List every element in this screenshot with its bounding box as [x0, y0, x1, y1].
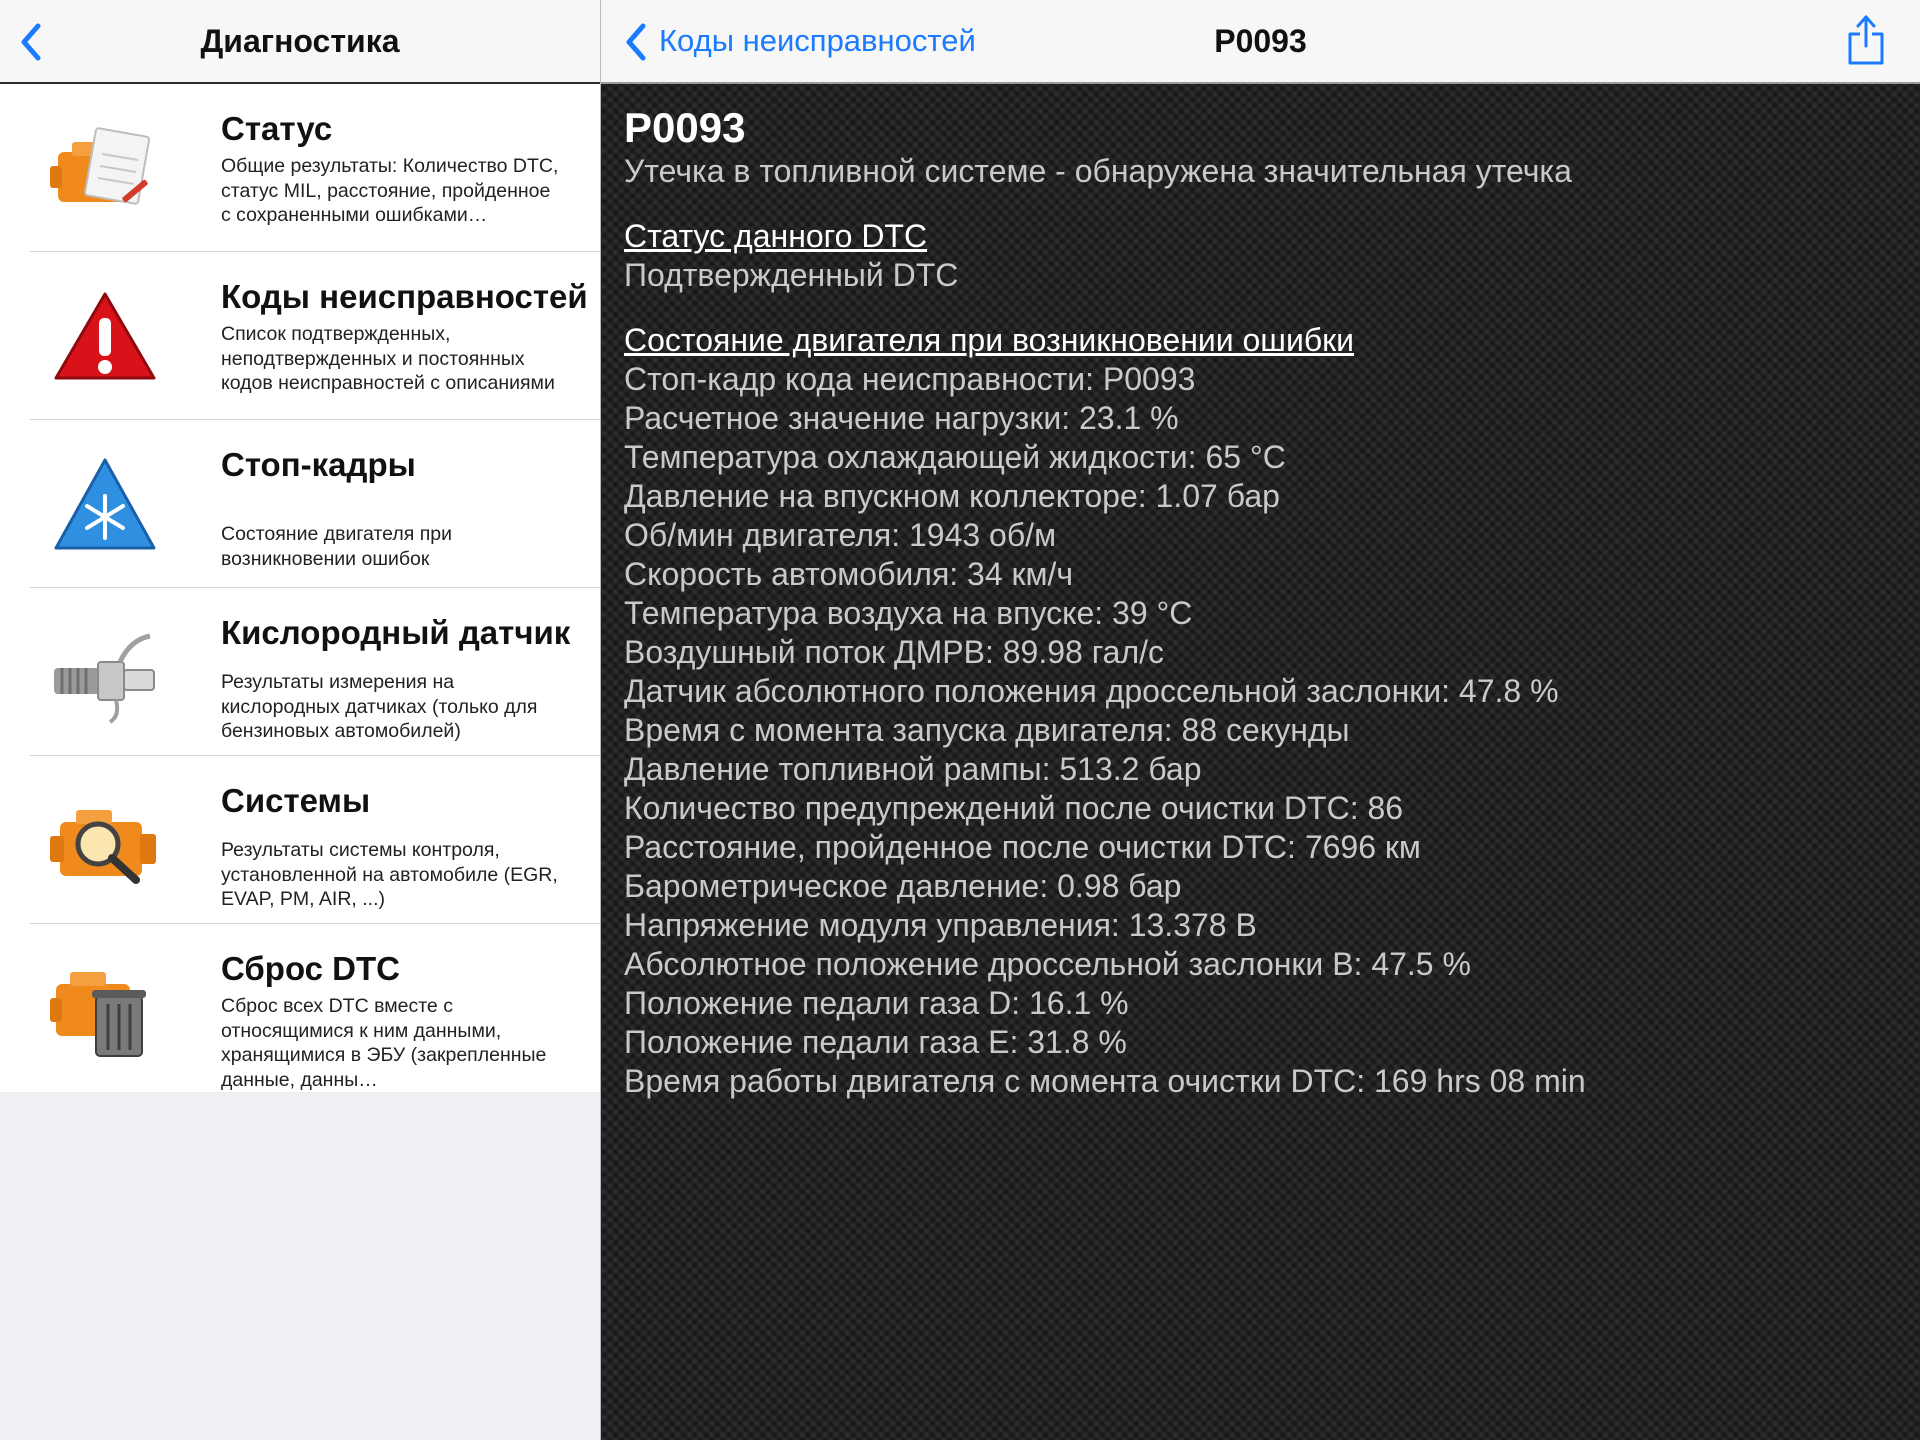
freeze-frame-line: Давление на впускном коллекторе: 1.07 бар	[624, 478, 1280, 514]
dtc-details	[624, 104, 1904, 1101]
freeze-frame-line: Температура воздуха на впуске: 39 °C	[624, 595, 1193, 631]
menu-item-status[interactable]	[0, 84, 600, 252]
menu-item-title: Коды неисправностей	[221, 278, 588, 315]
master-navbar	[0, 0, 600, 84]
menu-item-desc: Общие результаты: Количество DTC, статус MIL, расстояние, пройденное с сохраненными ошибками…	[221, 155, 559, 226]
menu-item-systems[interactable]	[0, 756, 600, 924]
freeze-frame-line: Скорость автомобиля: 34 км/ч	[624, 556, 1074, 592]
master-title: Диагностика	[200, 23, 400, 59]
detail-title: P0093	[1214, 23, 1307, 59]
freeze-frame-line: Барометрическое давление: 0.98 бар	[624, 868, 1182, 904]
oxygen-sensor-icon	[50, 618, 160, 728]
master-pane	[0, 0, 601, 1440]
detail-navbar	[601, 0, 1920, 84]
freeze-frame-line: Расстояние, пройденное после очистки DTC: 7696 км	[624, 829, 1421, 865]
dtc-description: Утечка в топливной системе - обнаружена значительная утечка	[624, 153, 1572, 189]
freeze-frame-line: Давление топливной рампы: 513.2 бар	[624, 751, 1202, 787]
menu-item-trouble-codes[interactable]	[0, 252, 600, 420]
freeze-frame-line: Положение педали газа E: 31.8 %	[624, 1024, 1127, 1060]
back-button[interactable]: Коды неисправностей	[659, 23, 976, 58]
engine-trash-icon	[50, 954, 160, 1064]
freeze-frame-line: Абсолютное положение дроссельной заслонки B: 47.5 %	[624, 946, 1471, 982]
dtc-code: P0093	[624, 104, 746, 151]
freeze-frame-heading: Состояние двигателя при возникновении ошибки	[624, 322, 1355, 358]
diagnostics-menu	[0, 84, 600, 1092]
menu-item-desc: Список подтвержденных, неподтвержденных и постоянных кодов неисправностей с описаниями	[221, 323, 555, 394]
menu-item-title: Кислородный датчик	[221, 614, 571, 651]
freeze-frame-list	[624, 360, 1904, 1101]
menu-item-freeze-frames[interactable]	[0, 420, 600, 588]
freeze-frame-line: Время работы двигателя с момента очистки DTC: 169 hrs 08 min	[624, 1063, 1586, 1099]
engine-magnifier-icon	[50, 786, 160, 896]
menu-item-title: Сброс DTC	[221, 950, 401, 987]
freeze-frame-line: Количество предупреждений после очистки DTC: 86	[624, 790, 1404, 826]
menu-item-desc: Состояние двигателя при возникновении ошибок	[221, 523, 453, 570]
menu-item-reset-dtc[interactable]	[0, 924, 600, 1092]
share-icon[interactable]	[1846, 14, 1886, 66]
menu-item-oxygen-sensor[interactable]	[0, 588, 600, 756]
snowflake-triangle-icon	[50, 450, 160, 560]
freeze-frame-line: Датчик абсолютного положения дроссельной заслонки: 47.8 %	[624, 673, 1559, 709]
menu-item-title: Системы	[221, 782, 371, 819]
menu-item-desc: Результаты измерения на кислородных датчиках (только для бензиновых автомобилей)	[221, 671, 538, 742]
freeze-frame-line: Об/мин двигателя: 1943 об/м	[624, 517, 1057, 553]
detail-pane	[601, 0, 1920, 1440]
menu-item-title: Стоп-кадры	[221, 446, 416, 483]
freeze-frame-line: Время с момента запуска двигателя: 88 секунды	[624, 712, 1350, 748]
freeze-frame-line: Температура охлаждающей жидкости: 65 °C	[624, 439, 1286, 475]
menu-item-desc: Сброс всех DTC вместе с относящимися к ним данными, хранящимися в ЭБУ (закрепленные данные, данны…	[221, 995, 547, 1091]
engine-report-icon	[50, 114, 160, 224]
status-value: Подтвержденный DTC	[624, 257, 959, 293]
freeze-frame-line: Расчетное значение нагрузки: 23.1 %	[624, 400, 1179, 436]
warning-triangle-icon	[50, 282, 160, 392]
freeze-frame-line: Напряжение модуля управления: 13.378 В	[624, 907, 1257, 943]
freeze-frame-line: Воздушный поток ДМРВ: 89.98 гал/с	[624, 634, 1165, 670]
menu-item-desc: Результаты системы контроля, установленной на автомобиле (EGR, EVAP, PM, AIR, ...)	[221, 839, 558, 910]
status-heading: Статус данного DTC	[624, 218, 928, 254]
menu-item-title: Статус	[221, 110, 333, 147]
freeze-frame-line: Положение педали газа D: 16.1 %	[624, 985, 1129, 1021]
freeze-frame-line: Стоп-кадр кода неисправности: P0093	[624, 361, 1196, 397]
